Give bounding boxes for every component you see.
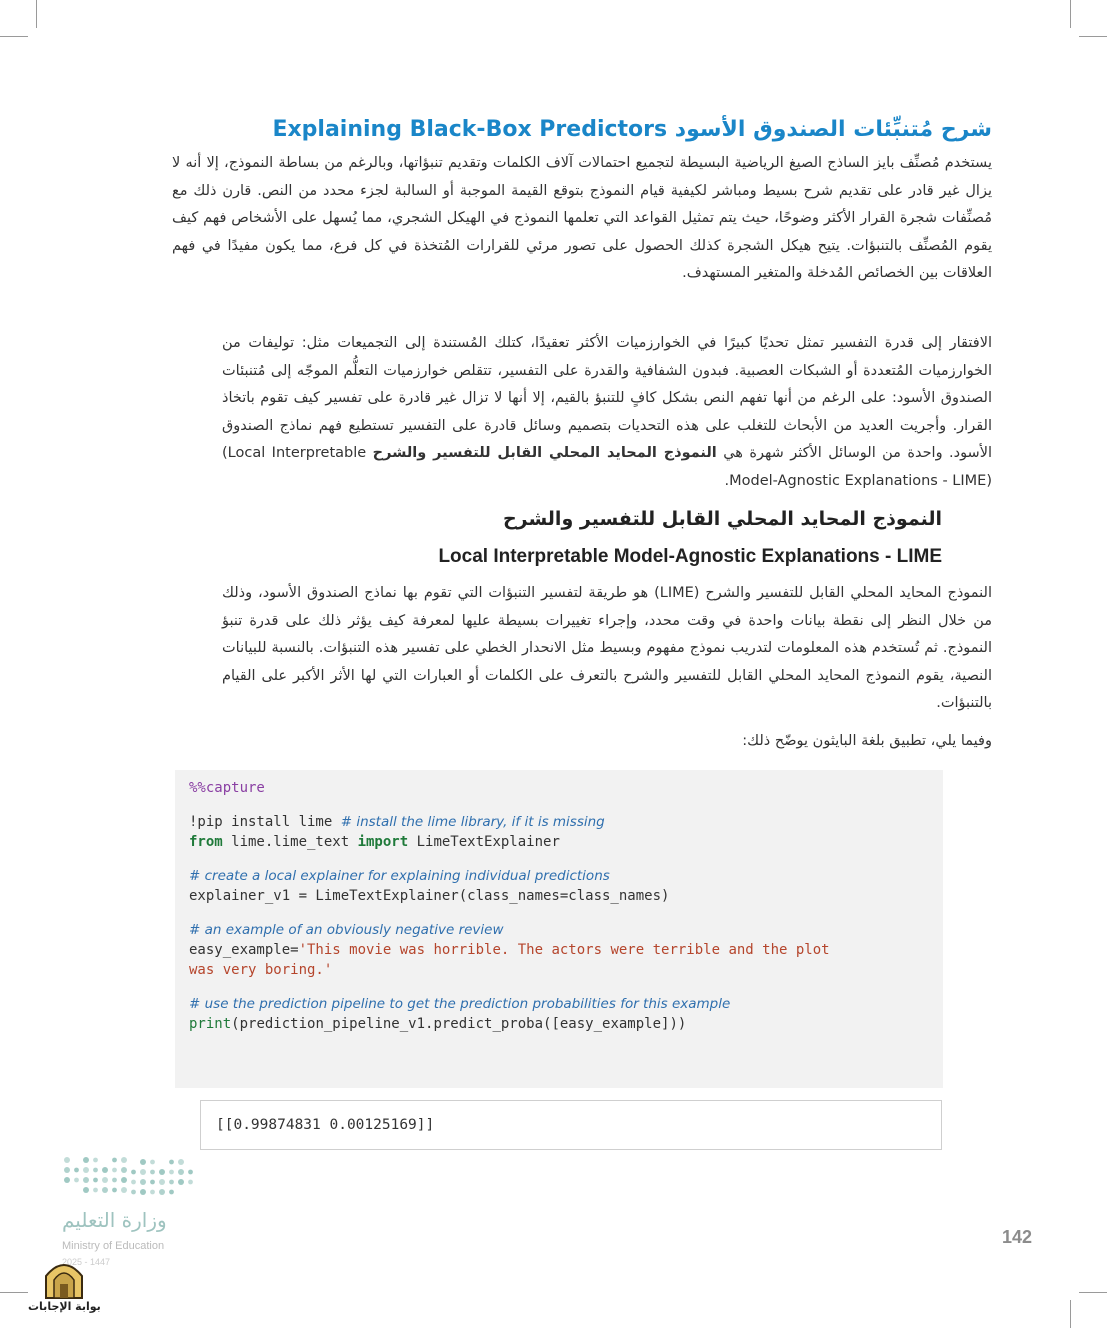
edition-year: 2025 - 1447 xyxy=(62,1257,111,1267)
code-builtin: print xyxy=(189,1016,232,1032)
lime-description-paragraph: النموذج المحايد المحلي القابل للتفسير والشرح (LIME) هو طريقة لتفسير التنبؤات التي تقوم بها نماذج الصندوق الأسود، وذلك من خلال النظر إلى نقطة بيانات واحدة في وقت محدد، وإجراء تغييرات بسيطة عليها لمعرفة كيف يؤثر ذلك على قدرة تنبؤ النموذج. ثم تُستخدم هذه المعلومات لتدريب نموذج مفهوم وبسيط مثل الانحدار الخطي على تفسير هذه التنبؤات. بالنسبة للبيانات النصية، يقوم النموذج المحايد المحلي القابل للتفسير والشرح بالتعرف على الكلمات أو العبارات التي لها الأثر الأكبر على القيام بالتنبؤات. xyxy=(222,585,992,711)
crop-mark xyxy=(0,1292,28,1293)
code-module: lime.lime_text xyxy=(222,834,358,850)
section-heading-english: Local Interpretable Model-Agnostic Explanations - LIME xyxy=(438,546,942,567)
crop-mark xyxy=(0,36,28,37)
code-comment: # use the prediction pipeline to get the prediction probabilities for this example xyxy=(189,996,731,1012)
ministry-logo-icon xyxy=(62,1155,202,1201)
code-line: explainer_v1 = LimeTextExplainer(class_names=class_names) xyxy=(189,888,670,904)
code-keyword: from xyxy=(189,834,223,850)
code-string: 'This movie was horrible. The actors were terrible and the plot xyxy=(298,942,830,958)
python-example-intro: وفيما يلي، تطبيق بلغة البايثون يوضّح ذلك: xyxy=(742,733,992,749)
code-identifier: LimeTextExplainer xyxy=(408,834,560,850)
paragraph-end: . xyxy=(724,472,730,489)
code-line: %%capture xyxy=(189,780,265,796)
code-block xyxy=(175,770,943,1088)
code-string: was very boring.' xyxy=(189,962,333,978)
crop-mark xyxy=(1070,1300,1071,1328)
code-keyword: import xyxy=(357,834,409,850)
code-comment: # an example of an obviously negative review xyxy=(189,922,504,938)
code-comment: # install the lime library, if it is missing xyxy=(340,814,605,830)
crop-mark xyxy=(1079,1292,1107,1293)
crop-mark xyxy=(1079,36,1107,37)
code-identifier: (prediction_pipeline_v1.predict_proba([easy_example])) xyxy=(231,1016,687,1032)
page-title-arabic: شرح مُتنبِّئات الصندوق الأسود xyxy=(674,117,992,142)
code-comment: # create a local explainer for explaining individual predictions xyxy=(189,868,610,884)
black-box-paragraph-text: الافتقار إلى قدرة التفسير تمثل تحديًا كبيرًا في الخوارزميات الأكثر تعقيدًا، كتلك المُستندة إلى التجميعات مثل: توليفات من الخوارزميات المُتعددة أو الشبكات العصبية. فبدون الشفافية والقدرة على التفسير، تتقلص خوارزميات التعلُّم الموجّه إلى مُتنبئات الصندوق الأسود: على الرغم من أنها تفهم النص بشكل كافٍ للتنبؤ بالقيم، إلا أنها لا تزال غير قادرة على تفسير كيف تقوم باتخاذ القرار. وأجريت العديد من الأبحاث للتغلب على هذه التحديات بتصميم وسائل قادرة على التفسير تستطيع فهم نماذج الصندوق الأسود. واحدة من الوسائل الأكثر شهرة هي xyxy=(222,335,993,461)
code-line xyxy=(189,940,929,960)
page-title-english: Explaining Black-Box Predictors xyxy=(272,117,668,142)
crop-mark xyxy=(1070,0,1071,28)
black-box-paragraph xyxy=(222,330,992,495)
page-number: 142 xyxy=(1001,1227,1032,1247)
ministry-name-arabic: وزارة التعليم xyxy=(62,1208,167,1232)
code-command: !pip install lime xyxy=(189,814,341,830)
ministry-name-english: Ministry of Education xyxy=(62,1240,165,1252)
section-heading-arabic: النموذج المحايد المحلي القابل للتفسير والشرح xyxy=(502,508,942,530)
intro-paragraph: يستخدم مُصنِّف بايز الساذج الصيغ الرياضية البسيطة لتجميع احتمالات آلاف الكلمات وتقديم تنبؤاتها، وبالرغم من بساطة النموذج، إلا أنه لا يزال غير قادر على تقديم شرح بسيط ومباشر لكيفية قيام النموذج بتوقع القيمة الموجبة أو السالبة لجزء محدد من النص. قارن ذلك مع مُصنِّفات شجرة القرار الأكثر وضوحًا، حيث يتم تمثيل القواعد التي تعلمها النموذج في الهيكل الشجري، مما يُسهل على الأشخاص فهم كيف يقوم المُصنِّف بالتنبؤات. يتيح هيكل الشجرة كذلك الحصول على تصور مرئي للقرارات المُتخذة في كل فرع، مما يكون مفيدًا في فهم العلاقات بين الخصائص المُدخلة والمتغير المستهدف. xyxy=(172,155,992,281)
crop-mark xyxy=(36,0,37,28)
code-line xyxy=(189,1014,929,1034)
code-line xyxy=(189,832,929,852)
code-identifier: easy_example= xyxy=(189,942,299,958)
site-label: بوابة الإجابات xyxy=(28,1300,101,1313)
page-title xyxy=(232,112,992,148)
lime-term-arabic: النموذج المحايد المحلي القابل للتفسير والشرح xyxy=(372,445,717,461)
code-line xyxy=(189,812,929,832)
bawaba-logo-icon xyxy=(40,1256,88,1300)
code-output: [[0.99874831 0.00125169]] xyxy=(200,1100,942,1150)
lime-term-english: (Local Interpretable Model-Agnostic Explanations - LIME) xyxy=(222,445,992,489)
